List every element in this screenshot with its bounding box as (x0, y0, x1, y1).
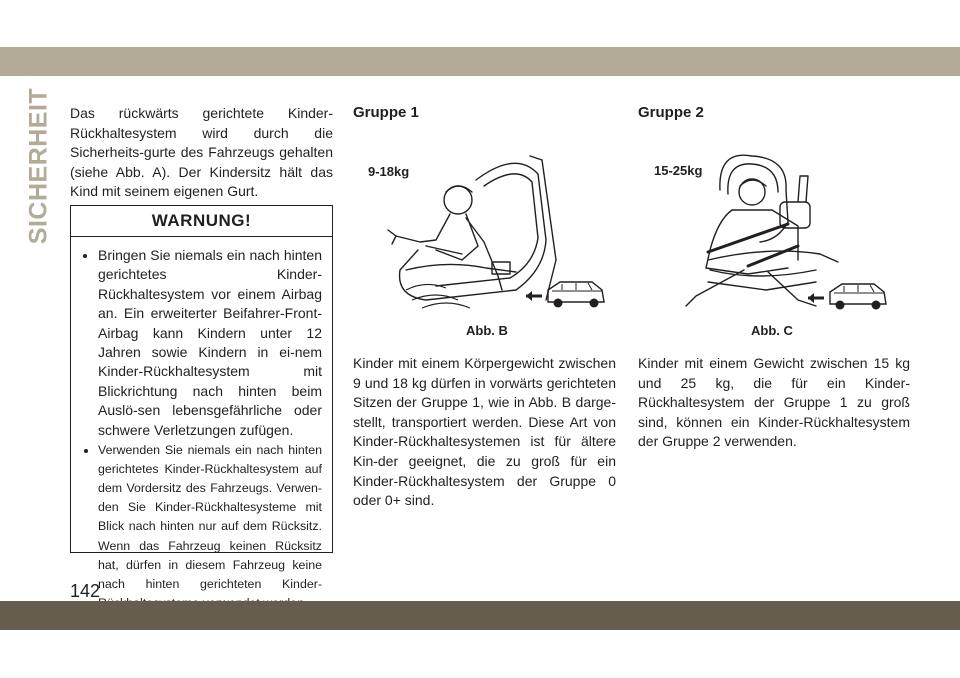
section-label (24, 87, 54, 245)
intro-paragraph: Das rückwärts gerichtete Kinder-Rückhaltesystem wird durch die Sicherheits-gurte des Fahrzeugs gehalten (siehe Abb. A). Der Kindersitz hält das Kind mit seinem eigenen Gurt. (70, 105, 333, 200)
figure-c-weight-label: 15-25kg (654, 163, 703, 178)
warning-title: WARNUNG! (71, 206, 332, 237)
group2-heading: Gruppe 2 (638, 104, 704, 121)
warning-item: • Verwenden Sie niemals ein nach hinten gerichtetes Kinder-Rückhaltesystem auf dem Vordersitz des Fahrzeugs. Verwen-den Sie Kinder-Rückhaltesysteme mit Blick nach hinten nur auf dem Rücksitz. Wenn das Fahrzeug keinen Rücksitz hat, dürfen in diesem Fahrzeug keine nach hinten gerichteten Kinder- (98, 441, 322, 613)
header-band (0, 47, 960, 76)
footer-band (0, 601, 960, 630)
warning-list (71, 237, 332, 613)
figure-b-weight-label: 9-18kg (368, 164, 410, 179)
figure-b-child-seat-illustration (366, 150, 610, 318)
page-number: 142 (70, 581, 101, 601)
figure-c-caption: Abb. C (751, 323, 793, 338)
group1-heading: Gruppe 1 (353, 104, 419, 121)
group2-paragraph: Kinder mit einem Gewicht zwischen 15 kg und 25 kg, die für ein Kinder-Rückhaltesystem der Gruppe 1 zu groß sind, können ein Kinder-Rückhaltesystem der Gruppe 2 verwenden. (638, 355, 910, 450)
car-arrow-icon (526, 282, 604, 308)
group1-paragraph: Kinder mit einem Körpergewicht zwischen 9 und 18 kg dürfen in vorwärts gerichteten Sitzen der Gruppe 1, wie in Abb. B darge-stellt, transportiert werden. Diese Art von Kinder-Rückhaltesystemen ist für ältere Kin-der geeignet, die zu groß für ein Kinder-Rückhaltesystem der Gruppe 0 oder 0+ sind. (353, 355, 616, 509)
car-arrow-icon (808, 284, 886, 310)
warning-item: • Bringen Sie niemals ein nach hinten gerichtetes Kinder-Rückhaltesystem vor einem Airbag an. Ein erweiterter Beifahrer-Front-Airbag kann Kindern unter 12 Jahren sowie Kindern in ei-nem Kinder-Rückhaltesystem mit Blickrichtung nach hinten beim Auslö-sen lebensgefährliche oder schwere Verletzungen zufügen. (98, 246, 322, 440)
section-label-text: SICHERHEIT (24, 87, 53, 245)
figure-c-booster-seat-illustration (648, 150, 898, 318)
figure-b-caption: Abb. B (466, 323, 508, 338)
